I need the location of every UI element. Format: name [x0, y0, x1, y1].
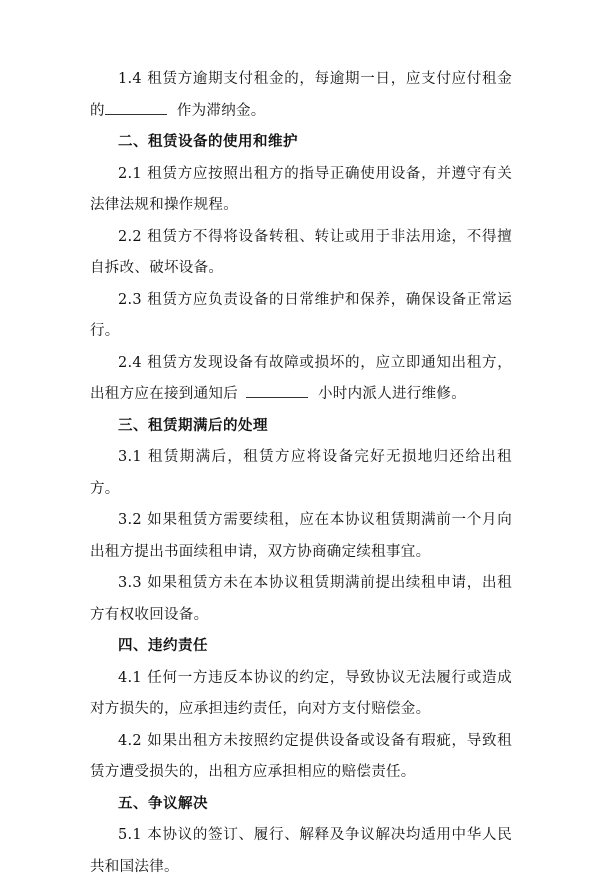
- section-heading-2: 二、租赁设备的使用和维护: [118, 134, 298, 150]
- clause-3-1: 3.1 租赁期满后，租赁方应将设备完好无损地归还给出租方。: [90, 449, 512, 497]
- fill-blank-repair-hours[interactable]: [246, 384, 308, 398]
- clause-2-2: 2.2 租赁方不得将设备转租、转让或用于非法用途，不得擅自拆改、破坏设备。: [90, 228, 512, 276]
- section-heading-5: 五、争议解决: [118, 795, 208, 812]
- clause-2-4-text: 2.4 租赁方发现设备有故障或损坏的，应立即通知出租方，出租方应在接到通知后: [90, 354, 512, 402]
- fill-blank-late-fee-rate[interactable]: [105, 101, 167, 115]
- clause-1-4-text: 1.4 租赁方逾期支付租金的，每逾期一日，应支付应付租金的: [90, 71, 512, 119]
- clause-3-3: 3.3 如果租赁方未在本协议租赁期满前提出续租申请，出租方有权收回设备。: [90, 575, 512, 623]
- clause-2-3: 2.3 租赁方应负责设备的日常维护和保养，确保设备正常运行。: [90, 291, 512, 339]
- clause-4-1: 4.1 任何一方违反本协议的约定，导致协议无法履行或造成对方损失的，应承担违约责任，向对方支付赔偿金。: [90, 669, 512, 717]
- clause-5-1: 5.1 本协议的签订、履行、解释及争议解决均适用中华人民共和国法律。: [90, 827, 512, 875]
- clause-2-4: [90, 348, 512, 411]
- clause-2-4-tail: 小时内派人进行维修。: [318, 386, 466, 402]
- section-heading-3: 三、租赁期满后的处理: [118, 417, 268, 434]
- clause-1-4: [90, 64, 512, 127]
- clause-2-1: 2.1 租赁方应按照出租方的指导正确使用设备，并遵守有关法律法规和操作规程。: [90, 165, 512, 213]
- section-heading-4: 四、违约责任: [118, 638, 208, 654]
- clause-3-2: 3.2 如果租赁方需要续租，应在本协议租赁期满前一个月向出租方提出书面续租申请，双方协商确定续租事宜。: [90, 512, 512, 560]
- clause-4-2: 4.2 如果出租方未按照约定提供设备或设备有瑕疵，导致租赁方遭受损失的，出租方应承担相应的赔偿责任。: [90, 732, 512, 780]
- clause-1-4-tail: 作为滞纳金。: [176, 102, 266, 119]
- contract-body: [90, 64, 512, 883]
